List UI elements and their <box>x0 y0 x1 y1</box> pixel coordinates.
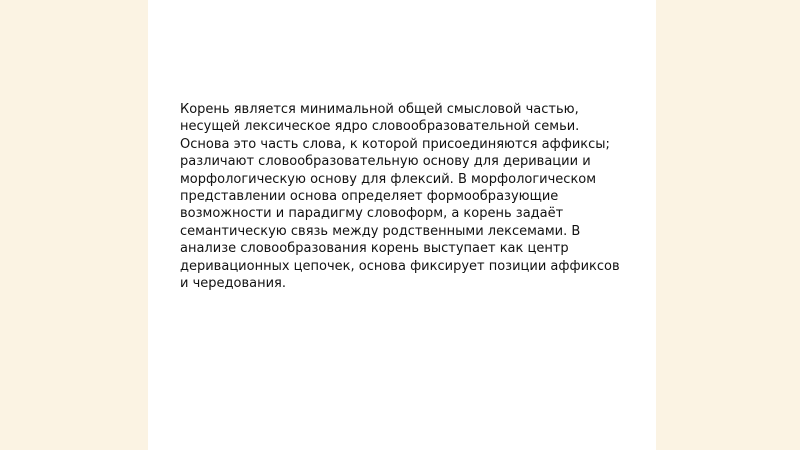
text-line: и чередования. <box>180 276 286 292</box>
text-line: различают словообразовательную основу для деривации и <box>180 154 591 170</box>
text-line: представлении основа определяет формообразующие <box>180 189 559 205</box>
text-line: анализе словообразования корень выступает как центр <box>180 241 569 257</box>
text-line: деривационных цепочек, основа фиксирует позиции аффиксов <box>180 258 620 274</box>
text-line: Корень является минимальной общей смысловой частью, <box>180 102 579 117</box>
text-line: Основа это часть слова, к которой присоединяются аффиксы; <box>180 136 610 152</box>
text-line: возможности и парадигму словоформ, а корень задаёт <box>180 206 564 222</box>
text-line: морфологическую основу для флексий. В морфологическом <box>180 171 597 187</box>
text-line: несущей лексическое ядро словообразовательной семьи. <box>180 119 580 135</box>
document-paragraph <box>180 101 628 292</box>
document-page <box>148 0 656 450</box>
text-line: семантическую связь между родственными лексемами. В <box>180 223 581 239</box>
